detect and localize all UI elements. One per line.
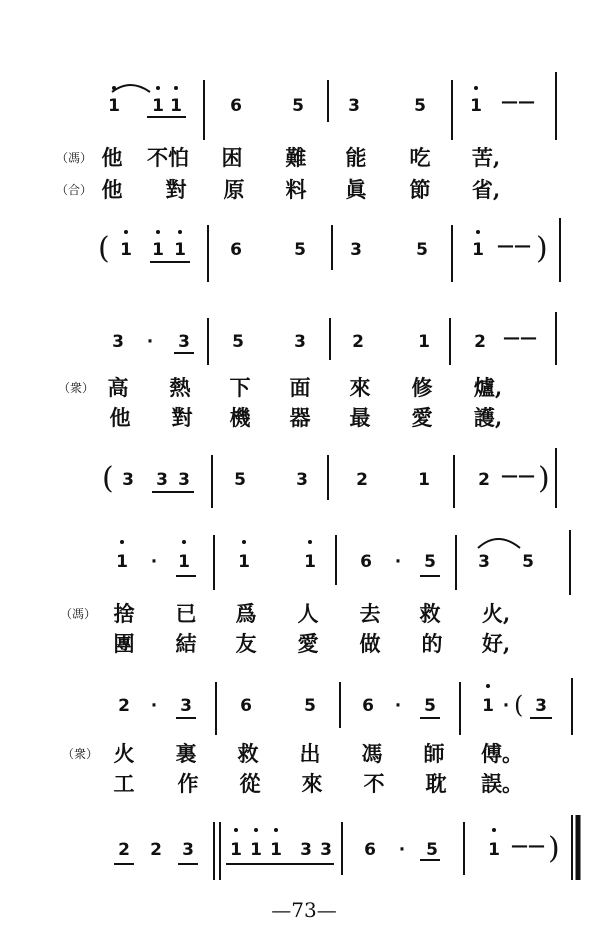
dot: · xyxy=(150,552,158,572)
note: 2 xyxy=(118,840,130,860)
lyric: 料 xyxy=(285,177,307,202)
close-paren: ) xyxy=(536,231,548,266)
close-paren: ) xyxy=(548,831,560,866)
note: 1 xyxy=(120,240,132,260)
note: 1 xyxy=(250,840,262,860)
note: 3 xyxy=(300,840,312,860)
lyric: 吃 xyxy=(409,145,431,170)
lyric: 他 xyxy=(101,177,123,202)
note: 5 xyxy=(292,96,304,116)
note: 6 xyxy=(240,696,252,716)
note: 6 xyxy=(364,840,376,860)
singer-tag: （衆） xyxy=(58,381,95,395)
note: 3 xyxy=(294,332,306,352)
lyric: 來 xyxy=(349,375,371,400)
dash: —— xyxy=(497,236,531,256)
note: 3 xyxy=(320,840,332,860)
close-paren: ) xyxy=(538,461,550,496)
lyric: 爐, xyxy=(473,375,503,400)
lyric: 困 xyxy=(221,145,243,170)
lyric: 他 xyxy=(109,405,131,430)
note: 1 xyxy=(270,840,282,860)
note: 1 xyxy=(304,552,316,572)
lyric: 原 xyxy=(223,177,245,202)
lyric: 傅。 xyxy=(481,741,523,766)
note: 1 xyxy=(482,696,494,716)
note: 5 xyxy=(424,552,436,572)
note: 3 xyxy=(156,470,168,490)
lyric: 熱 xyxy=(169,375,191,400)
lyric: 好, xyxy=(481,631,511,656)
note: 3 xyxy=(350,240,362,260)
lyric: 友 xyxy=(235,631,257,656)
note: 6 xyxy=(360,552,372,572)
lyric: 愛 xyxy=(411,405,433,430)
lyric: 高 xyxy=(107,375,129,400)
singer-tag: （衆） xyxy=(62,747,99,761)
lyric: 火 xyxy=(113,741,135,766)
lyric: 做 xyxy=(359,631,381,656)
lyric: 對 xyxy=(171,405,193,430)
note: 3 xyxy=(122,470,134,490)
lyric: 不怕 xyxy=(147,145,189,170)
dash: —— xyxy=(511,836,545,856)
lyric: 團 xyxy=(113,631,135,656)
note: 2 xyxy=(150,840,162,860)
lyric: 護, xyxy=(473,405,503,430)
note: 3 xyxy=(178,470,190,490)
note: 5 xyxy=(304,696,316,716)
note: 1 xyxy=(418,470,430,490)
note: 1 xyxy=(152,96,164,116)
lyric: 救 xyxy=(237,741,259,766)
open-paren: ( xyxy=(514,691,524,719)
lyric: 從 xyxy=(239,771,261,796)
lyric: 去 xyxy=(359,601,381,626)
lyric: 器 xyxy=(289,405,311,430)
page-number: —73— xyxy=(271,898,337,922)
lyric: 誤。 xyxy=(481,771,523,796)
lyric: 愛 xyxy=(297,631,319,656)
dot: · xyxy=(502,696,510,716)
note: 1 xyxy=(418,332,430,352)
note: 1 xyxy=(170,96,182,116)
note: 6 xyxy=(230,240,242,260)
dash: —— xyxy=(501,466,535,486)
lyric: 他 xyxy=(101,145,123,170)
note: 2 xyxy=(118,696,130,716)
dot: · xyxy=(394,696,402,716)
note: 3 xyxy=(348,96,360,116)
lyric: 捨 xyxy=(113,601,135,626)
note: 5 xyxy=(426,840,438,860)
lyric: 火, xyxy=(481,601,511,626)
lyric: 面 xyxy=(289,375,311,400)
note: 5 xyxy=(414,96,426,116)
lyric: 難 xyxy=(285,145,307,170)
note: 3 xyxy=(478,552,490,572)
note: 2 xyxy=(356,470,368,490)
note: 5 xyxy=(232,332,244,352)
note: 3 xyxy=(112,332,124,352)
note: 1 xyxy=(470,96,482,116)
open-paren: ( xyxy=(102,461,114,496)
note: 1 xyxy=(174,240,186,260)
note: 3 xyxy=(178,332,190,352)
lyric: 爲 xyxy=(235,601,257,626)
lyric: 省, xyxy=(471,177,501,202)
note: 3 xyxy=(296,470,308,490)
note: 3 xyxy=(180,696,192,716)
lyric: 馮 xyxy=(361,741,383,766)
open-paren: ( xyxy=(98,231,110,266)
lyric: 耽 xyxy=(425,771,447,796)
dash: —— xyxy=(501,92,535,112)
lyric: 下 xyxy=(229,375,251,400)
note: 1 xyxy=(238,552,250,572)
lyric: 對 xyxy=(165,177,187,202)
note: 6 xyxy=(230,96,242,116)
note: 3 xyxy=(182,840,194,860)
lyric: 人 xyxy=(297,601,319,626)
lyric: 眞 xyxy=(345,177,367,202)
note: 5 xyxy=(416,240,428,260)
dot: · xyxy=(398,840,406,860)
note: 1 xyxy=(108,96,120,116)
note: 1 xyxy=(116,552,128,572)
note: 6 xyxy=(362,696,374,716)
singer-tag: （馮） xyxy=(60,607,97,621)
lyric: 能 xyxy=(345,145,367,170)
lyric: 已 xyxy=(175,601,197,626)
note: 5 xyxy=(424,696,436,716)
dash: —— xyxy=(503,328,537,348)
note: 1 xyxy=(178,552,190,572)
note: 1 xyxy=(230,840,242,860)
dot: · xyxy=(394,552,402,572)
lyric: 工 xyxy=(113,771,135,796)
dot: · xyxy=(146,332,154,352)
note: 3 xyxy=(535,696,547,716)
lyric: 師 xyxy=(423,741,445,766)
lyric: 出 xyxy=(299,741,321,766)
lyric: 結 xyxy=(175,631,197,656)
lyric: 來 xyxy=(301,771,323,796)
note: 5 xyxy=(294,240,306,260)
lyric: 苦, xyxy=(471,145,501,170)
note: 1 xyxy=(488,840,500,860)
note: 1 xyxy=(472,240,484,260)
lyric: 救 xyxy=(419,601,441,626)
note: 2 xyxy=(474,332,486,352)
note: 5 xyxy=(522,552,534,572)
lyric: 不 xyxy=(363,771,385,796)
lyric: 作 xyxy=(177,771,199,796)
lyric: 的 xyxy=(421,631,443,656)
note: 5 xyxy=(234,470,246,490)
singer-tag: （馮） xyxy=(56,151,93,165)
lyric: 最 xyxy=(349,405,371,430)
lyric: 修 xyxy=(411,375,433,400)
dot: · xyxy=(150,696,158,716)
note: 1 xyxy=(152,240,164,260)
lyric: 節 xyxy=(409,177,431,202)
lyric: 裏 xyxy=(175,741,197,766)
lyric: 機 xyxy=(229,405,251,430)
note: 2 xyxy=(352,332,364,352)
singer-tag: （合） xyxy=(56,183,93,197)
note: 2 xyxy=(478,470,490,490)
